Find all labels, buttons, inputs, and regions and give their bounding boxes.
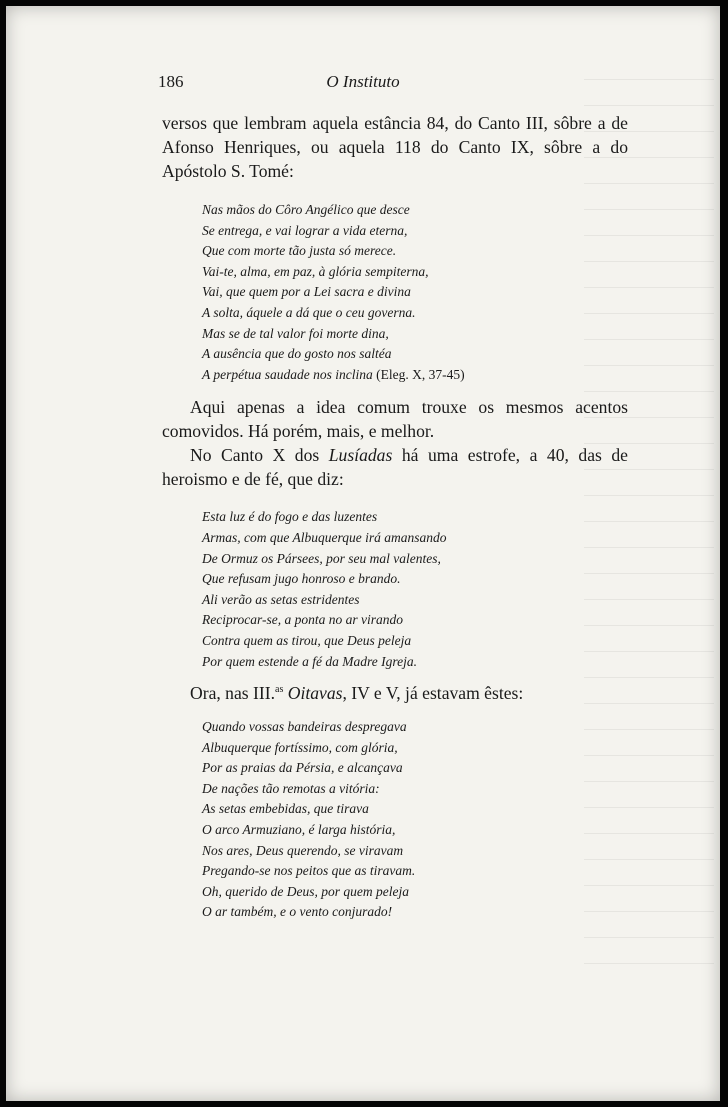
verse-line: De Ormuz os Pársees, por seu mal valentes,	[202, 550, 441, 566]
running-title: O Instituto	[326, 72, 400, 91]
verse-line: Mas se de tal valor foi morte dina,	[202, 325, 389, 341]
page-number: 186	[158, 72, 184, 91]
verse-line: Nos ares, Deus querendo, se viravam	[202, 842, 404, 858]
verse-line: Vai-te, alma, em paz, à glória sempiterna,	[202, 263, 429, 279]
verse-line-last	[202, 365, 628, 386]
verse-line: O arco Armuziano, é larga história,	[202, 822, 396, 838]
paragraph-3	[162, 443, 628, 491]
verse-line: De nações tão remotas a vitória:	[202, 780, 380, 796]
book-page	[6, 6, 720, 1101]
verse-line: Que com morte tão justa só merece.	[202, 243, 397, 259]
paragraph-3-after: há uma estrofe, a 40, das de heroismo e de fé, que diz:	[162, 445, 628, 490]
verse-block-oitavas	[162, 717, 628, 923]
page-body	[162, 111, 628, 923]
paragraph-4-superscript: as	[275, 684, 284, 696]
verse-line: A ausência que do gosto nos saltéa	[202, 346, 392, 362]
verse-line: Vai, que quem por a Lei sacra e divina	[202, 284, 411, 300]
paragraph-3-title: Lusíadas	[328, 445, 393, 466]
paragraph-2: Aqui apenas a idea comum trouxe os mesmos acentos comovidos. Há porém, mais, e melhor.	[162, 397, 628, 442]
paragraph-4	[162, 681, 628, 705]
verse-line: A solta, áquele a dá que o ceu governa.	[202, 304, 416, 320]
paragraph-1: versos que lembram aquela estância 84, do Canto III, sôbre a de Afonso Henriques, ou aquela 118 do Canto IX, sôbre a do Apóstolo S. Tomé:	[162, 113, 628, 181]
verse-line: Albuquerque fortíssimo, com glória,	[202, 739, 398, 755]
verse-line: Por quem estende a fé da Madre Igreja.	[202, 653, 417, 669]
verse-line-text: A perpétua saudade nos inclina	[202, 366, 373, 382]
verse-line: Que refusam jugo honroso e brando.	[202, 571, 401, 587]
paragraph-4-before: Ora, nas III.	[190, 683, 275, 704]
verse-line: Oh, querido de Deus, por quem peleja	[202, 883, 409, 899]
verse-line: Por as praias da Pérsia, e alcançava	[202, 760, 403, 776]
verse-block-canto-x	[162, 507, 628, 672]
page-header	[6, 72, 720, 96]
verse-line: Reciprocar-se, a ponta no ar virando	[202, 612, 403, 628]
verse-line: Esta luz é do fogo e das luzentes	[202, 509, 378, 525]
verse-line: Se entrega, e vai lograr a vida eterna,	[202, 222, 408, 238]
paragraph-4-after: , IV e V, já estavam êstes:	[342, 683, 524, 704]
verse-line: O ar também, e o vento conjurado!	[202, 904, 393, 920]
verse-line: Armas, com que Albuquerque irá amansando	[202, 529, 447, 545]
verse-line: Contra quem as tirou, que Deus peleja	[202, 632, 412, 648]
verse-line: As setas embebidas, que tirava	[202, 801, 369, 817]
verse-line: Ali verão as setas estridentes	[202, 591, 360, 607]
verse-line: Quando vossas bandeiras despregava	[202, 719, 407, 735]
verse-reference: (Eleg. X, 37-45)	[376, 366, 465, 382]
paragraph-3-before: No Canto X dos	[190, 445, 329, 466]
verse-line: Pregando-se nos peitos que as tiravam.	[202, 863, 416, 879]
verse-line: Nas mãos do Côro Angélico que desce	[202, 202, 410, 217]
verse-block-elegy	[162, 200, 628, 385]
paragraph-4-title: Oitavas	[287, 683, 343, 704]
